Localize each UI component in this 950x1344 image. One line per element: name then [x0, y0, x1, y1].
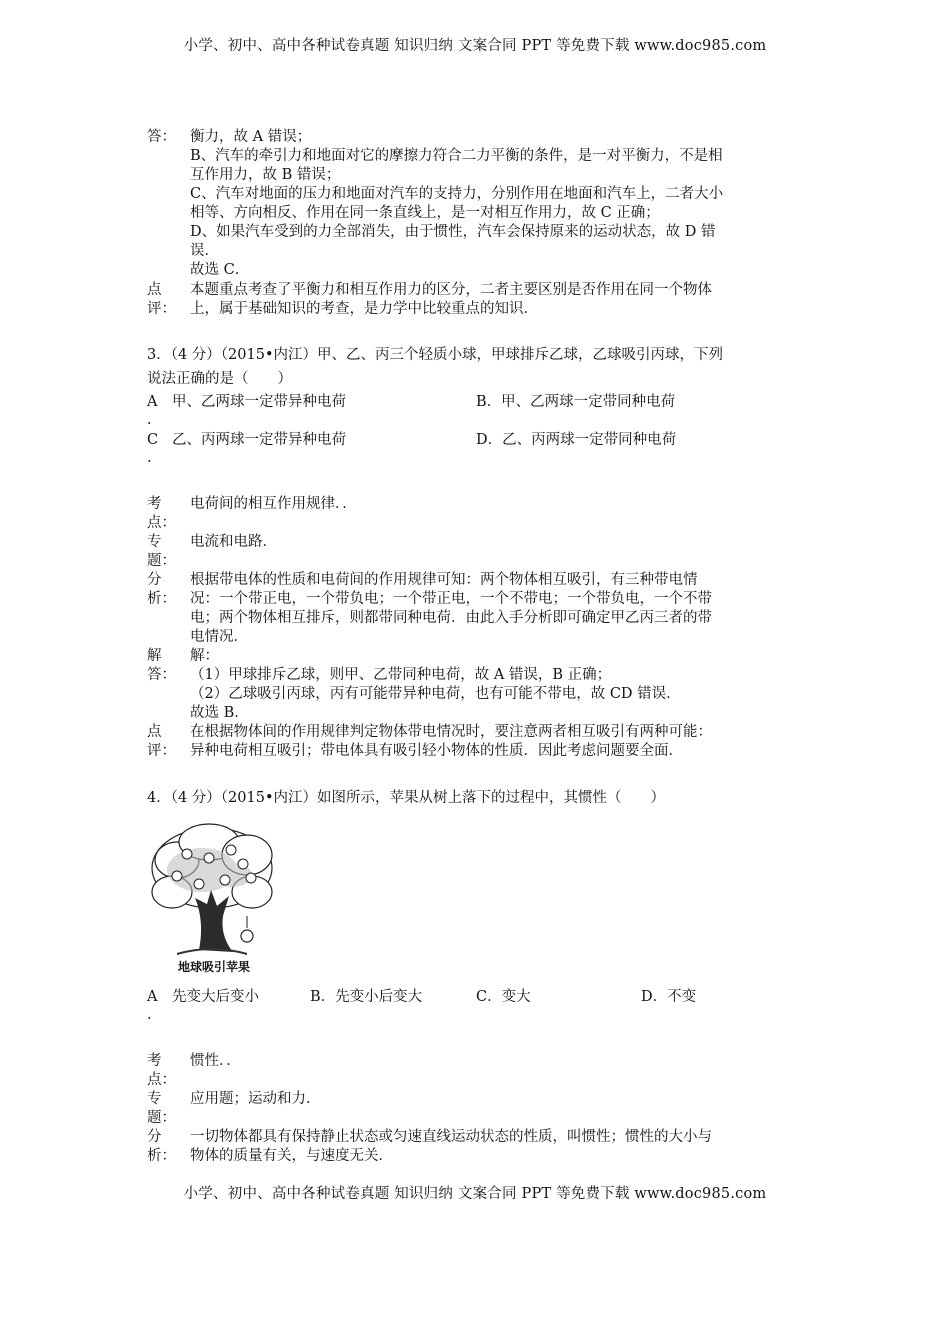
q3-dianping-label: 点 — [147, 724, 162, 740]
q4-option-a-letter: A — [147, 989, 158, 1005]
answer-line: B、汽车的牵引力和地面对它的摩擦力符合二力平衡的条件，是一对平衡力，不是相 — [190, 148, 723, 164]
q3-zhuanti-label: 题： — [147, 553, 176, 569]
answer-label: 答： — [147, 129, 176, 145]
comment-label: 评： — [147, 301, 176, 317]
q3-jieda-line: 故选 B． — [190, 705, 249, 721]
answer-line: D、如果汽车受到的力全部消失，由于惯性，汽车会保持原来的运动状态，故 D 错 — [190, 224, 716, 240]
comment-line: 上，属于基础知识的考查，是力学中比较重点的知识． — [190, 301, 538, 317]
answer-line: 衡力，故 A 错误； — [190, 129, 312, 145]
figure-caption: 地球吸引苹果 — [178, 960, 251, 974]
q3-fenxi-line: 根据带电体的性质和电荷间的作用规律可知：两个物体相互吸引，有三种带电情 — [190, 572, 698, 588]
q3-option-c: 乙、丙两球一定带异种电荷 — [172, 432, 346, 448]
q3-jieda-label: 答： — [147, 667, 176, 683]
q4-option-b: B．先变小后变大 — [310, 989, 423, 1005]
q3-stem: 说法正确的是（ ） — [147, 371, 292, 387]
q4-kaodian: 惯性．． — [190, 1053, 241, 1069]
page-footer: 小学、初中、高中各种试卷真题 知识归纳 文案合同 PPT 等免费下载 www.doc985.com — [183, 1186, 767, 1202]
answer-line: C、汽车对地面的压力和地面对汽车的支持力，分别作用在地面和汽车上，二者大小 — [190, 186, 724, 202]
q3-fenxi-label: 分 — [147, 572, 162, 588]
q3-jieda-label: 解 — [147, 648, 162, 664]
q3-option-b: B．甲、乙两球一定带同种电荷 — [476, 394, 676, 410]
q3-stem: 3．（4 分）（2015•内江）甲、乙、丙三个轻质小球，甲球排斥乙球，乙球吸引丙球，下列 — [147, 347, 724, 363]
q4-option-a: 先变大后变小 — [172, 989, 259, 1005]
q4-option-d: D．不变 — [641, 989, 697, 1005]
q3-fenxi-line: 电情况． — [190, 629, 248, 645]
answer-line: 互作用力，故 B 错误； — [190, 167, 341, 183]
q4-fenxi-label: 析： — [147, 1148, 176, 1164]
answer-line: 相等、方向相反、作用在同一条直线上，是一对相互作用力，故 C 正确； — [190, 205, 660, 221]
q3-jieda-line: 解： — [190, 648, 219, 664]
q3-option-a: 甲、乙两球一定带异种电荷 — [172, 394, 346, 410]
answer-line: 误． — [190, 243, 219, 259]
page-header: 小学、初中、高中各种试卷真题 知识归纳 文案合同 PPT 等免费下载 www.doc985.com — [183, 38, 767, 54]
q4-stem: 4．（4 分）（2015•内江）如图所示，苹果从树上落下的过程中，其惯性（ ） — [147, 790, 666, 806]
q3-option-d: D．乙、丙两球一定带同种电荷 — [476, 432, 677, 448]
q3-kaodian-label: 考 — [147, 496, 162, 512]
q4-zhuanti-label: 专 — [147, 1091, 162, 1107]
q3-kaodian: 电荷间的相互作用规律．． — [190, 496, 357, 512]
q3-kaodian-label: 点： — [147, 515, 176, 531]
q3-fenxi-line: 况：一个带正电，一个带负电；一个带正电，一个不带电；一个带负电，一个不带 — [190, 591, 712, 607]
q4-kaodian-label: 点： — [147, 1072, 176, 1088]
q3-zhuanti-label: 专 — [147, 534, 162, 550]
q3-dianping-line: 异种电荷相互吸引；带电体具有吸引轻小物体的性质．因此考虑问题要全面． — [190, 743, 683, 759]
q3-jieda-line: （1）甲球排斥乙球，则甲、乙带同种电荷，故 A 错误，B 正确； — [190, 667, 612, 683]
q3-zhuanti: 电流和电路． — [190, 534, 277, 550]
apple-tree-figure — [147, 820, 277, 980]
q4-zhuanti: 应用题；运动和力． — [190, 1091, 321, 1107]
apple-tree-icon — [147, 820, 277, 980]
q3-option-dot: . — [147, 450, 152, 466]
q3-option-dot: . — [147, 412, 152, 428]
q3-option-c-letter: C — [147, 432, 159, 448]
q4-fenxi-line: 一切物体都具有保持静止状态或匀速直线运动状态的性质，叫惯性；惯性的大小与 — [190, 1129, 712, 1145]
q3-dianping-line: 在根据物体间的作用规律判定物体带电情况时，要注意两者相互吸引有两种可能： — [190, 724, 712, 740]
q3-fenxi-label: 析： — [147, 591, 176, 607]
q3-fenxi-line: 电；两个物体相互排斥，则都带同种电荷．由此入手分析即可确定甲乙丙三者的带 — [190, 610, 712, 626]
q3-dianping-label: 评： — [147, 743, 176, 759]
q4-kaodian-label: 考 — [147, 1053, 162, 1069]
q4-zhuanti-label: 题： — [147, 1110, 176, 1126]
q4-option-dot: . — [147, 1007, 152, 1023]
q4-fenxi-label: 分 — [147, 1129, 162, 1145]
comment-label: 点 — [147, 282, 162, 298]
q3-option-a-letter: A — [147, 394, 158, 410]
q4-fenxi-line: 物体的质量有关，与速度无关． — [190, 1148, 393, 1164]
comment-line: 本题重点考查了平衡力和相互作用力的区分，二者主要区别是否作用在同一个物体 — [190, 282, 712, 298]
answer-line: 故选 C． — [190, 262, 250, 278]
q4-option-c: C．变大 — [476, 989, 531, 1005]
q3-jieda-line: （2）乙球吸引丙球，丙有可能带异种电荷，也有可能不带电，故 CD 错误． — [190, 686, 681, 702]
